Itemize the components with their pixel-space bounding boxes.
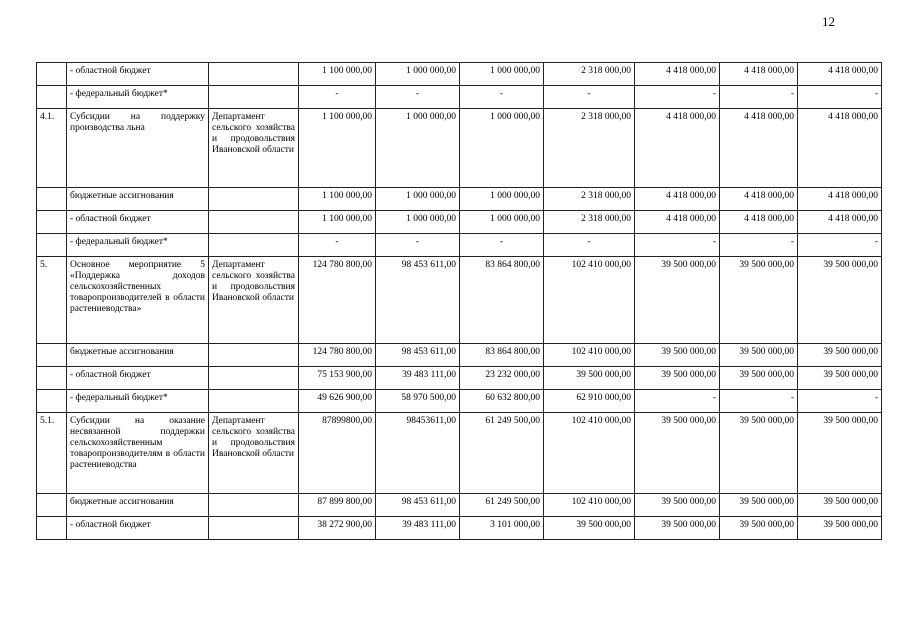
amount-cell: - (635, 234, 720, 257)
amount-cell: 75 153 900,00 (299, 367, 376, 390)
amount-cell: 39 500 000,00 (798, 257, 882, 344)
row-name-cell: бюджетные ассигнования (67, 188, 209, 211)
amount-cell: 39 500 000,00 (544, 517, 635, 540)
amount-cell: 2 318 000,00 (544, 109, 635, 188)
amount-cell: 2 318 000,00 (544, 211, 635, 234)
row-executor-cell (209, 188, 299, 211)
amount-cell: 102 410 000,00 (544, 344, 635, 367)
amount-cell: 1 000 000,00 (460, 109, 544, 188)
row-executor-cell (209, 86, 299, 109)
amount-cell: 39 483 111,00 (376, 367, 460, 390)
amount-cell: 62 910 000,00 (544, 390, 635, 413)
row-index-cell: 5. (37, 257, 67, 344)
row-index-cell: 5.1. (37, 413, 67, 494)
amount-cell: 1 000 000,00 (460, 188, 544, 211)
amount-cell: 39 500 000,00 (720, 257, 798, 344)
row-index-cell (37, 367, 67, 390)
row-executor-cell (209, 63, 299, 86)
amount-cell: 83 864 800,00 (460, 257, 544, 344)
amount-cell: 4 418 000,00 (798, 188, 882, 211)
row-executor-cell: Департамент сельского хозяйства и продовольствия Ивановской области (209, 257, 299, 344)
row-index-cell (37, 211, 67, 234)
table-row (37, 367, 882, 390)
table-row (37, 494, 882, 517)
amount-cell: - (376, 86, 460, 109)
amount-cell: 39 500 000,00 (798, 344, 882, 367)
amount-cell: 1 100 000,00 (299, 63, 376, 86)
amount-cell: 4 418 000,00 (720, 188, 798, 211)
amount-cell: - (299, 234, 376, 257)
row-index-cell (37, 63, 67, 86)
amount-cell: - (798, 390, 882, 413)
amount-cell: 39 500 000,00 (720, 367, 798, 390)
amount-cell: 124 780 800,00 (299, 344, 376, 367)
row-name-cell: - областной бюджет (67, 63, 209, 86)
amount-cell: 83 864 800,00 (460, 344, 544, 367)
row-name-cell: - федеральный бюджет* (67, 86, 209, 109)
amount-cell: 49 626 900,00 (299, 390, 376, 413)
row-name-cell: бюджетные ассигнования (67, 344, 209, 367)
amount-cell: 4 418 000,00 (798, 211, 882, 234)
amount-cell: 102 410 000,00 (544, 257, 635, 344)
amount-cell: 39 500 000,00 (635, 413, 720, 494)
amount-cell: 98 453 611,00 (376, 257, 460, 344)
table-row (37, 109, 882, 188)
row-index-cell (37, 86, 67, 109)
amount-cell: 39 500 000,00 (798, 367, 882, 390)
row-index-cell (37, 234, 67, 257)
table-row (37, 234, 882, 257)
table-row (37, 188, 882, 211)
amount-cell: - (635, 390, 720, 413)
amount-cell: 4 418 000,00 (635, 63, 720, 86)
row-index-cell (37, 390, 67, 413)
amount-cell: 1 000 000,00 (460, 63, 544, 86)
amount-cell: - (635, 86, 720, 109)
amount-cell: 39 500 000,00 (720, 413, 798, 494)
table-row (37, 344, 882, 367)
row-name-cell: - федеральный бюджет* (67, 234, 209, 257)
row-executor-cell (209, 494, 299, 517)
page-number: 12 (822, 14, 835, 29)
amount-cell: - (798, 234, 882, 257)
amount-cell: 39 500 000,00 (798, 517, 882, 540)
amount-cell: 60 632 800,00 (460, 390, 544, 413)
row-name-cell: бюджетные ассигнования (67, 494, 209, 517)
amount-cell: - (460, 86, 544, 109)
amount-cell: 1 000 000,00 (376, 63, 460, 86)
amount-cell: 98453611,00 (376, 413, 460, 494)
table-row (37, 413, 882, 494)
row-executor-cell (209, 517, 299, 540)
row-index-cell (37, 188, 67, 211)
amount-cell: - (299, 86, 376, 109)
amount-cell: 39 500 000,00 (798, 413, 882, 494)
amount-cell: 39 500 000,00 (798, 494, 882, 517)
row-name-cell: Субсидии на поддержку производства льна (67, 109, 209, 188)
amount-cell: 102 410 000,00 (544, 494, 635, 517)
table-row (37, 257, 882, 344)
amount-cell: 102 410 000,00 (544, 413, 635, 494)
amount-cell: 1 000 000,00 (376, 211, 460, 234)
amount-cell: 61 249 500,00 (460, 413, 544, 494)
table-row (37, 211, 882, 234)
amount-cell: 39 500 000,00 (635, 494, 720, 517)
table-row (37, 517, 882, 540)
amount-cell: - (720, 390, 798, 413)
amount-cell: 39 500 000,00 (544, 367, 635, 390)
amount-cell: 2 318 000,00 (544, 188, 635, 211)
amount-cell: 87899800,00 (299, 413, 376, 494)
table-row (37, 390, 882, 413)
amount-cell: 4 418 000,00 (635, 188, 720, 211)
row-name-cell: - областной бюджет (67, 367, 209, 390)
amount-cell: 39 500 000,00 (720, 517, 798, 540)
row-executor-cell (209, 211, 299, 234)
amount-cell: 38 272 900,00 (299, 517, 376, 540)
row-executor-cell (209, 344, 299, 367)
amount-cell: - (460, 234, 544, 257)
row-index-cell (37, 494, 67, 517)
table-row (37, 86, 882, 109)
amount-cell: 4 418 000,00 (798, 63, 882, 86)
amount-cell: 58 970 500,00 (376, 390, 460, 413)
amount-cell: 1 000 000,00 (460, 211, 544, 234)
amount-cell: 3 101 000,00 (460, 517, 544, 540)
amount-cell: 87 899 800,00 (299, 494, 376, 517)
amount-cell: 61 249 500,00 (460, 494, 544, 517)
amount-cell: 1 000 000,00 (376, 109, 460, 188)
row-index-cell (37, 344, 67, 367)
amount-cell: 4 418 000,00 (720, 63, 798, 86)
amount-cell: 39 500 000,00 (635, 257, 720, 344)
row-executor-cell: Департамент сельского хозяйства и продовольствия Ивановской области (209, 109, 299, 188)
budget-table (36, 62, 882, 540)
table-row (37, 63, 882, 86)
amount-cell: 4 418 000,00 (635, 211, 720, 234)
amount-cell: 98 453 611,00 (376, 344, 460, 367)
amount-cell: 39 500 000,00 (635, 367, 720, 390)
row-name-cell: - федеральный бюджет* (67, 390, 209, 413)
row-name-cell: - областной бюджет (67, 517, 209, 540)
amount-cell: 39 483 111,00 (376, 517, 460, 540)
amount-cell: - (798, 86, 882, 109)
amount-cell: 4 418 000,00 (720, 109, 798, 188)
amount-cell: 1 100 000,00 (299, 211, 376, 234)
row-index-cell: 4.1. (37, 109, 67, 188)
amount-cell: 4 418 000,00 (635, 109, 720, 188)
amount-cell: - (544, 86, 635, 109)
amount-cell: 39 500 000,00 (635, 344, 720, 367)
amount-cell: 1 100 000,00 (299, 188, 376, 211)
amount-cell: 2 318 000,00 (544, 63, 635, 86)
amount-cell: 39 500 000,00 (720, 494, 798, 517)
row-executor-cell (209, 390, 299, 413)
row-index-cell (37, 517, 67, 540)
amount-cell: - (720, 86, 798, 109)
row-name-cell: Субсидии на оказание несвязанной поддержки сельскохозяйственным товаропроизводителям в области растениеводства (67, 413, 209, 494)
row-executor-cell: Департамент сельского хозяйства и продовольствия Ивановской области (209, 413, 299, 494)
amount-cell: - (720, 234, 798, 257)
amount-cell: 39 500 000,00 (720, 344, 798, 367)
row-name-cell: - областной бюджет (67, 211, 209, 234)
amount-cell: - (544, 234, 635, 257)
amount-cell: 4 418 000,00 (720, 211, 798, 234)
amount-cell: 4 418 000,00 (798, 109, 882, 188)
amount-cell: 23 232 000,00 (460, 367, 544, 390)
amount-cell: 1 100 000,00 (299, 109, 376, 188)
amount-cell: - (376, 234, 460, 257)
amount-cell: 39 500 000,00 (635, 517, 720, 540)
amount-cell: 98 453 611,00 (376, 494, 460, 517)
row-executor-cell (209, 234, 299, 257)
row-name-cell: Основное мероприятие 5 «Поддержка доходов сельскохозяйственных товаропроизводителей в области растениеводства» (67, 257, 209, 344)
row-executor-cell (209, 367, 299, 390)
amount-cell: 1 000 000,00 (376, 188, 460, 211)
amount-cell: 124 780 800,00 (299, 257, 376, 344)
